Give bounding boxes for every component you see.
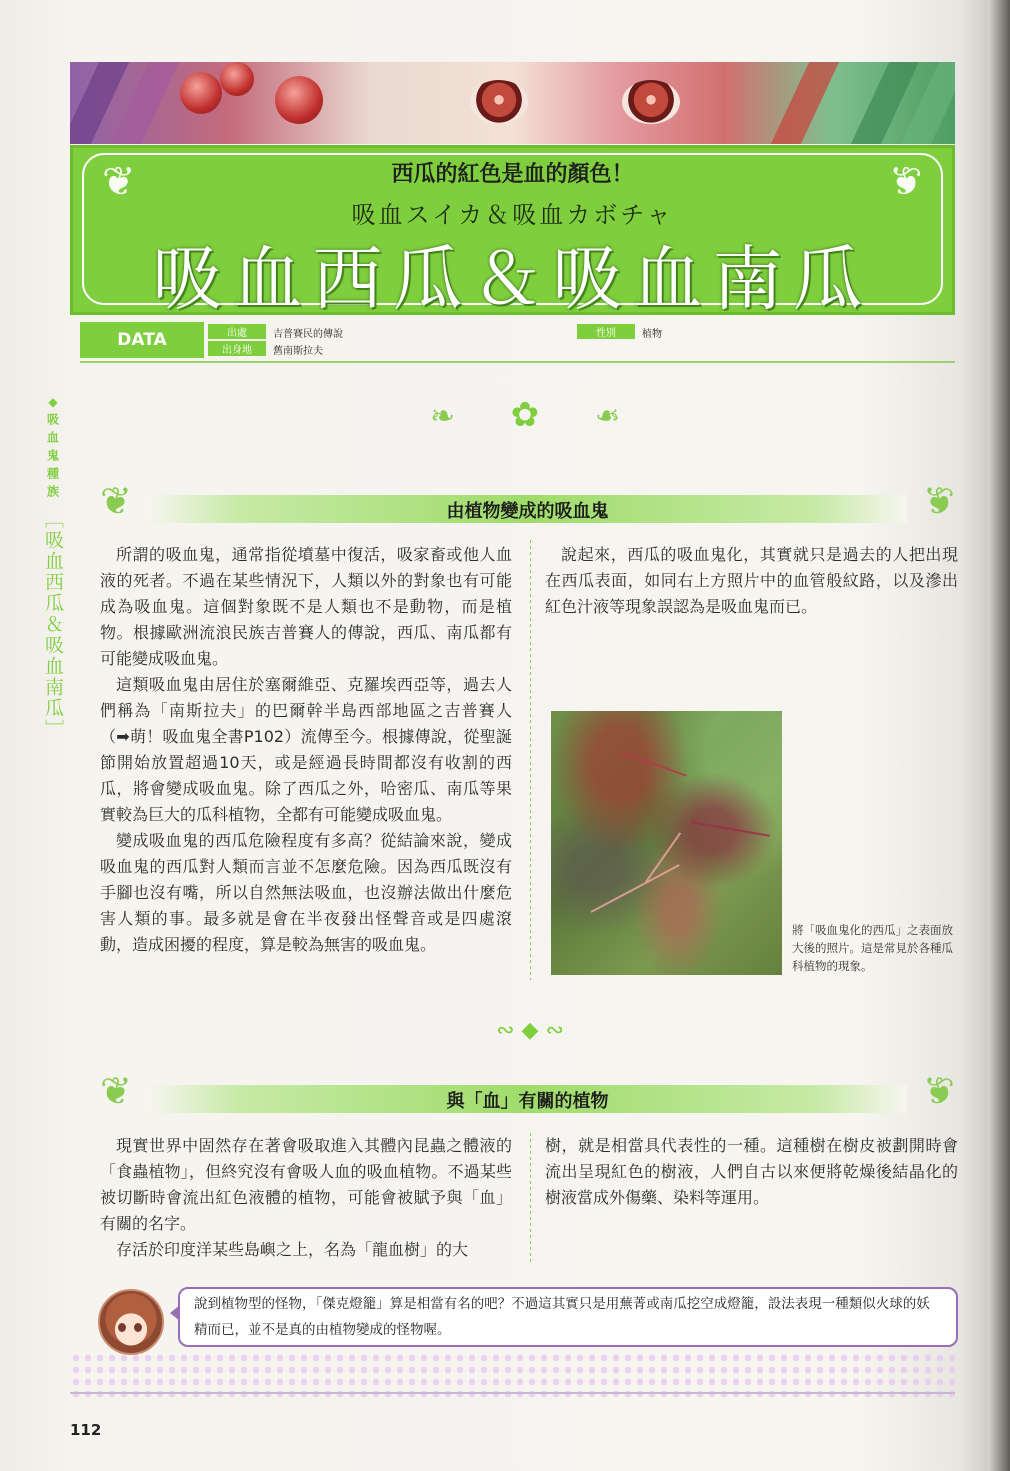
section2-title: 與「血」有關的植物 xyxy=(446,1091,609,1112)
paragraph: 這類吸血鬼由居住於塞爾維亞、克羅埃西亞等，過去人們稱為「南斯拉夫」的巴爾幹半島西部地區之吉普賽人（➡萌！吸血鬼全書P102）流傳至今。根據傳說，從聖誕節開始放置超過10天，或是經過長時間都沒有收割的西瓜，將會變成吸血鬼。除了西瓜之外，哈密瓜、南瓜等果實較為巨大的瓜科植物，全都有可能變成吸血鬼。 xyxy=(100,675,512,824)
paragraph: 所謂的吸血鬼，通常指從墳墓中復活，吸家畜或他人血液的死者。不過在某些情況下，人類以外的對象也有可能成為吸血鬼。這個對象既不是人類也不是動物，而是植物。根據歐洲流浪民族吉普賽人的傳說，西瓜、南瓜都有可能變成吸血鬼。 xyxy=(100,545,512,668)
vine-left-icon: ❧ xyxy=(430,399,456,434)
page-edge xyxy=(988,0,1010,1471)
section1-left-column xyxy=(100,542,512,958)
tagline: 西瓜的紅色是血的顏色！ xyxy=(391,162,634,187)
data-table xyxy=(80,322,955,360)
subtitle: 吸血スイカ＆吸血カボチャ xyxy=(351,201,674,229)
divider xyxy=(80,361,955,363)
vine-right-icon: ∾ xyxy=(545,1018,564,1043)
vine-right-icon: ❦ xyxy=(923,479,955,523)
clover-icon: ✿ xyxy=(510,395,540,435)
section2-right-column xyxy=(545,1133,958,1211)
section1-title: 由植物變成的吸血鬼 xyxy=(446,501,609,522)
page-number: 112 xyxy=(70,1421,102,1439)
paragraph: 存活於印度洋某些島嶼之上，名為「龍血樹」的大 xyxy=(116,1240,469,1259)
section1-header xyxy=(100,479,955,523)
title-panel xyxy=(70,145,955,320)
divider-ornament xyxy=(470,1018,590,1043)
gender-value: 植物 xyxy=(642,329,662,340)
clover-ornament xyxy=(430,385,620,445)
right-eye-art xyxy=(622,80,680,124)
left-eye-art xyxy=(470,80,528,124)
diamond-icon: ◆ xyxy=(521,1018,539,1043)
birthplace-value: 舊南斯拉夫 xyxy=(273,346,323,357)
header-illustration xyxy=(70,62,955,144)
column-divider xyxy=(530,1133,531,1263)
speech-bubble: 說到植物型的怪物，「傑克燈籠」算是相當有名的吧？不過這其實只是用蕪菁或南瓜挖空成燈籠，設法表現一種類似火球的妖精而已，並不是真的由植物變成的怪物喔。 xyxy=(178,1287,958,1347)
flourish-right-icon: ❦ xyxy=(889,159,923,205)
paragraph: 樹，就是相當具代表性的一種。這種樹在樹皮被劃開時會流出呈現紅色的樹液，人們自古以來便將乾燥後結晶化的樹液當成外傷藥、染料等運用。 xyxy=(545,1136,958,1207)
origin-label: 出處 xyxy=(208,324,266,339)
origin-value: 吉普賽民的傳說 xyxy=(273,329,343,340)
gender-label: 性別 xyxy=(577,324,635,339)
side-entry: ［吸血西瓜＆吸血南瓜］ xyxy=(42,509,64,740)
paragraph: 變成吸血鬼的西瓜危險程度有多高？從結論來說，變成吸血鬼的西瓜對人類而言並不怎麼危險。因為西瓜既沒有手腳也沒有嘴，所以自然無法吸血，也沒辦法做出什麼危害人類的事。最多就是會在半夜發出怪聲音或是四處滾動，造成困擾的程度，算是較為無害的吸血鬼。 xyxy=(100,831,512,954)
avatar xyxy=(98,1289,164,1355)
vine-right-icon: ❦ xyxy=(923,1069,955,1113)
vine-right-icon: ❧ xyxy=(594,399,620,434)
vine-left-icon: ❦ xyxy=(100,1069,132,1113)
vine-left-icon: ❦ xyxy=(100,479,132,523)
footer-rule xyxy=(70,1392,955,1394)
flourish-left-icon: ❦ xyxy=(102,159,136,205)
paragraph: 說起來，西瓜的吸血鬼化，其實就只是過去的人把出現在西瓜表面，如同右上方照片中的血管般紋路，以及滲出紅色汁液等現象誤認為是吸血鬼而已。 xyxy=(545,545,958,616)
page-title: 吸血西瓜＆吸血南瓜 xyxy=(152,238,873,320)
side-index xyxy=(40,395,66,740)
side-category: 吸血鬼種族 xyxy=(45,413,60,503)
section1-right-column xyxy=(545,542,958,620)
data-badge: DATA xyxy=(80,322,204,358)
birthplace-label: 出身地 xyxy=(208,341,266,356)
section2-left-column xyxy=(100,1133,512,1263)
vine-left-icon: ∾ xyxy=(496,1018,515,1043)
watermelon-surface-photo xyxy=(551,711,782,975)
section2-header xyxy=(100,1069,955,1113)
diamond-icon: ◆ xyxy=(48,395,58,409)
paragraph: 現實世界中固然存在著會吸取進入其體內昆蟲之體液的「食蟲植物」，但終究沒有會吸人血的吸血植物。不過某些被切斷時會流出紅色液體的植物，可能會被賦予與「血」有關的名字。 xyxy=(100,1136,512,1233)
column-divider xyxy=(530,540,531,980)
photo-caption: 將「吸血鬼化的西瓜」之表面放大後的照片。這是常見於各種瓜科植物的現象。 xyxy=(792,923,953,973)
